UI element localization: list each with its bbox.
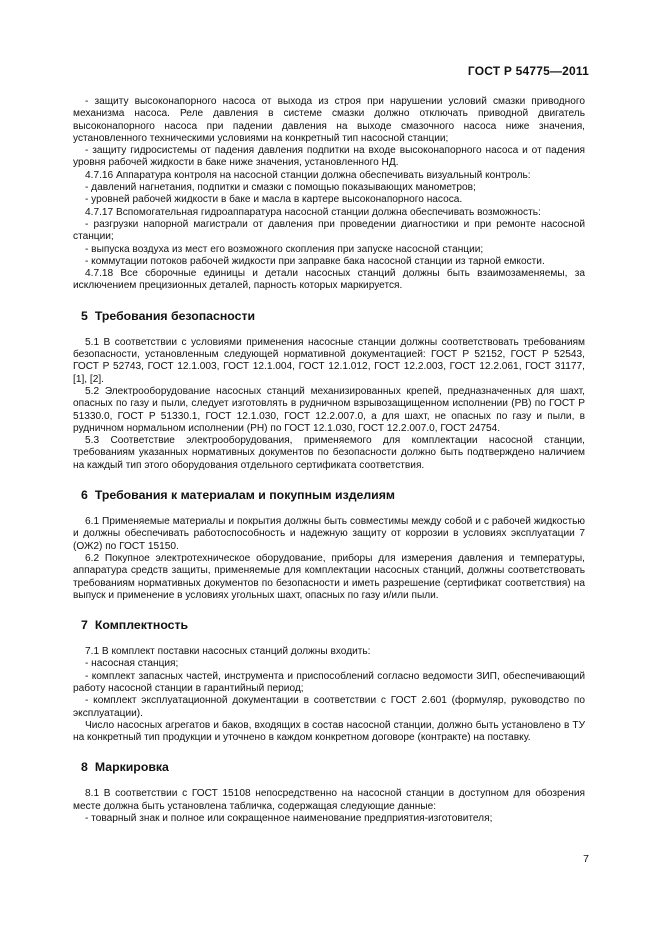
paragraph: 7.1 В комплект поставки насосных станций должны входить: <box>85 646 371 658</box>
section-title: Требования к материалам и покупным изделиям <box>94 488 396 503</box>
paragraph: - коммутации потоков рабочей жидкости при заправке бака насосной станции из тарной емкости. <box>85 255 545 267</box>
document-code: ГОСТ Р 54775—2011 <box>467 64 589 78</box>
document-body <box>73 96 585 825</box>
section-heading <box>73 760 585 774</box>
paragraph: - комплект эксплуатационной документации в соответствии с ГОСТ 2.601 (формуляр, руководство по эксплуатации). <box>73 695 585 719</box>
paragraph: Число насосных агрегатов и баков, входящих в состав насосной станции, должно быть установлено в ТУ на конкретный тип продукции и уточнено в каждом конкретном договоре (контракте) на поставку. <box>73 719 585 744</box>
page-number: 7 <box>583 853 589 865</box>
paragraph: - давлений нагнетания, подпитки и смазки с помощью показывающих манометров; <box>85 182 476 194</box>
paragraph: 6.2 Покупное электротехническое оборудование, приборы для измерения давления и температуры, аппаратура средств защиты, применяемые для комплектации насосных станций, должны соответствовать требованиям нормативных документов по безопасности и иметь разрешение (сертификат соответствия) на выпуск и применение в условиях угольных шахт, опасных по газу и/или пыли. <box>73 552 585 601</box>
paragraph: 4.7.18 Все сборочные единицы и детали насосных станций должны быть взаимозаменяемы, за исключением прецизионных деталей, парность которых маркируется. <box>73 268 585 292</box>
section-title: Комплектность <box>94 618 189 633</box>
section-number: 7 <box>81 618 88 633</box>
section-heading <box>73 488 585 502</box>
paragraph: - комплект запасных частей, инструмента и приспособлений согласно ведомости ЗИП, обеспечивающий работу насосной станции в гарантийный период; <box>73 670 585 694</box>
paragraph: - насосная станция; <box>85 658 179 670</box>
section-number: 6 <box>81 488 88 503</box>
paragraph: - защиту высоконапорного насоса от выхода из строя при нарушении условий смазки приводного механизма насоса. Реле давления в системе смазки должно отключать приводной двигатель высоконапорного насоса при падении давления на выходе смазочного насоса ниже значения, установленного техническими условиями на конкретный тип насосной станции; <box>73 96 585 144</box>
paragraph: - товарный знак и полное или сокращенное наименование предприятия-изготовителя; <box>85 813 493 825</box>
section-number: 8 <box>81 760 88 775</box>
paragraph: 4.7.16 Аппаратура контроля на насосной станции должна обеспечивать визуальный контроль: <box>85 169 531 181</box>
paragraph: - уровней рабочей жидкости в баке и масла в картере высоконапорного насоса. <box>85 194 463 206</box>
paragraph: 5.1 В соответствии с условиями применения насосные станции должны соответствовать требованиям безопасности, установленным следующей нормативной документацией: ГОСТ Р 52152, ГОСТ Р 52543, ГОСТ Р 52743, ГОСТ 12.1.003, ГОСТ 12.1.004, ГОСТ 12.1.012, ГОСТ 12.2.003, ГОСТ 12.2.061, ГОСТ 31177, [1], [2]. <box>73 336 585 385</box>
section-title: Маркировка <box>94 760 169 775</box>
paragraph: - защиту гидросистемы от падения давления подпитки на входе высоконапорного насоса и от падения уровня рабочей жидкости в баке ниже значения, установленного НД. <box>73 145 585 169</box>
section-title: Требования безопасности <box>94 308 256 323</box>
paragraph: 5.2 Электрооборудование насосных станций механизированных крепей, предназначенных для шахт, опасных по газу и пыли, следует изготовлять в рудничном взрывозащищенном исполнении (РВ) по ГОСТ Р 51330.0, ГОСТ Р 51330.1, ГОСТ 12.1.030, ГОСТ 12.2.007.0, а для шахт, не опасных по газу и пыли, в рудничном нормальном исполнении (РН) по ГОСТ 12.1.030, ГОСТ 12.2.007.0, ГОСТ 24754. <box>73 385 585 434</box>
paragraph: 6.1 Применяемые материалы и покрытия должны быть совместимы между собой и с рабочей жидкостью и должны обеспечивать работоспособность и надежную защиту от коррозии в условиях эксплуатации 7 (ОЖ2) по ГОСТ 15150. <box>73 516 585 552</box>
paragraph: - выпуска воздуха из мест его возможного скопления при запуске насосной станции; <box>85 243 484 255</box>
section-heading <box>73 309 585 323</box>
section-number: 5 <box>81 308 88 323</box>
paragraph: 4.7.17 Вспомогательная гидроаппаратура насосной станции должна обеспечивать возможность: <box>85 206 541 218</box>
paragraph: 8.1 В соответствии с ГОСТ 15108 непосредственно на насосной станции в доступном для обозрения месте должна быть установлена табличка, содержащая следующие данные: <box>73 788 585 812</box>
paragraph: - разгрузки напорной магистрали от давления при проведении диагностики и при ремонте насосной станции; <box>73 218 585 243</box>
paragraph: 5.3 Соответствие электрооборудования, применяемого для комплектации насосной станции, требованиям указанных нормативных документов по безопасности должно быть подтверждено наличием на каждый тип этого оборудования отдельного сертификата соответствия. <box>73 435 585 471</box>
section-heading <box>73 618 585 632</box>
